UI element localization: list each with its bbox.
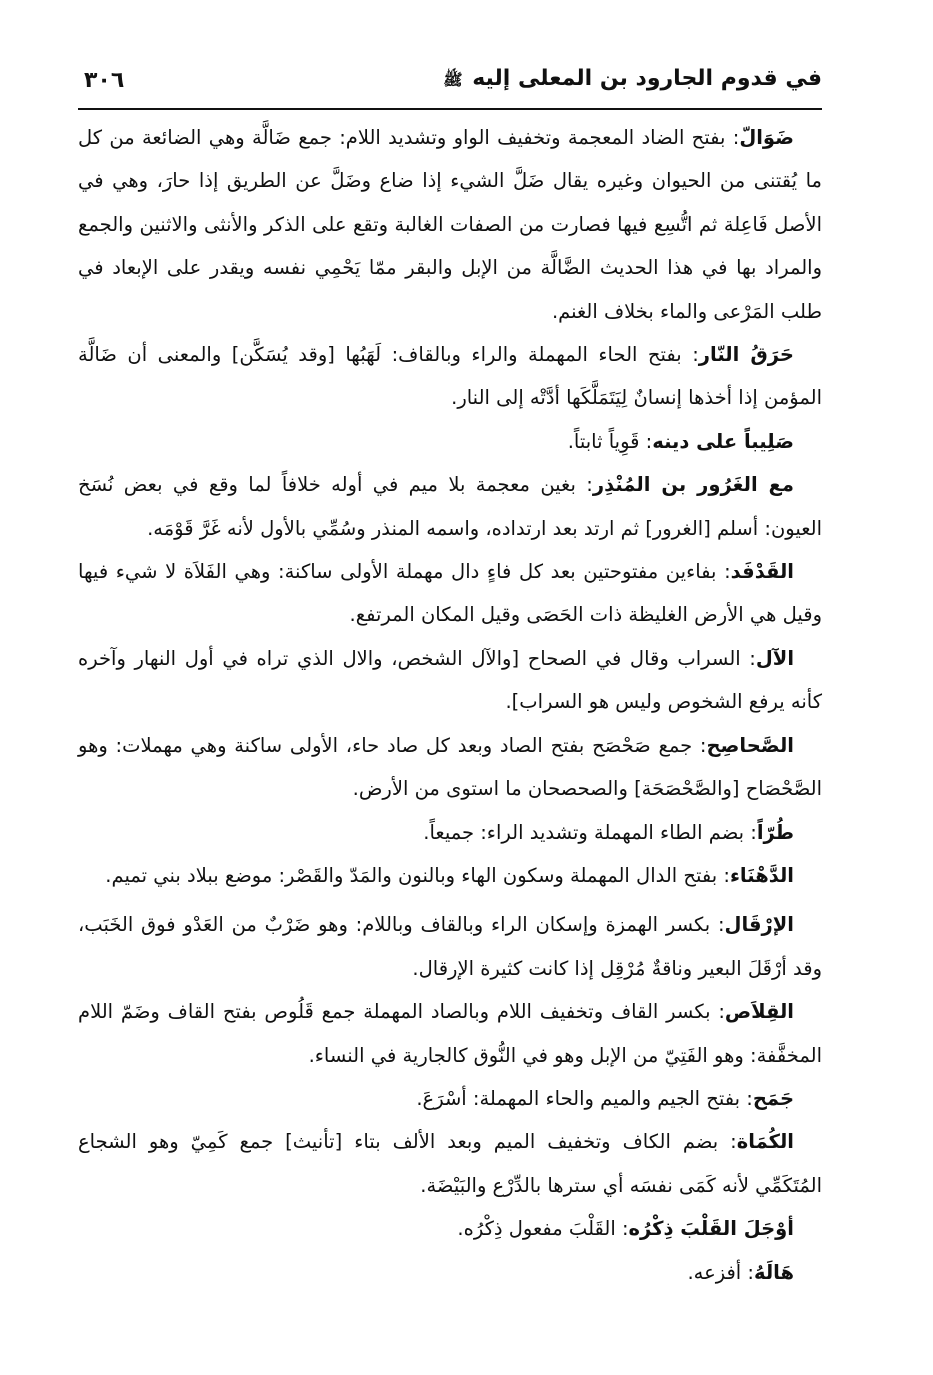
entry-term: القَدْفَد (730, 560, 794, 584)
entry-text: : بفتح الجيم والميم والحاء المهملة: أسْرَعَ. (416, 1086, 753, 1110)
entry-term: حَرَقُ النّار (698, 343, 794, 367)
entry-text: : أفزعه. (687, 1260, 754, 1284)
entry-saliban (78, 420, 822, 463)
entry-algharur (78, 463, 822, 550)
entry-alirqal (78, 903, 822, 990)
entry-halahu (78, 1251, 822, 1294)
page-number: ٣٠٦ (84, 68, 125, 93)
entry-term: الكُمَاة (736, 1130, 794, 1154)
entry-text: : بكسر القاف وتخفيف اللام وبالصاد المهملة جمع قَلُوص بفتح القاف وضَمّ اللام المخفَّفة: وهو الفَتِيّ من الإبل وهو في النُّوق كالجارية في النساء. (78, 1000, 822, 1067)
running-title (443, 66, 822, 93)
honorific-mark: ﷺ (443, 70, 463, 89)
entry-alqadfad (78, 550, 822, 637)
entry-jamah (78, 1077, 822, 1120)
entry-term: الدَّهْنَاء (729, 863, 794, 887)
entry-aldahna (78, 854, 822, 897)
entry-term: الآل (755, 646, 794, 670)
entry-text: : القَلْبَ مفعول ذِكْرُه. (457, 1217, 629, 1241)
entry-text: : جمع صَحْصَح بفتح الصاد وبعد كل صاد حاء، الأولى ساكنة وهي مهملات: وهو الصَّحْصَاح [والصَّحْصَحَة] والصحصحان ما استوى من الأرض. (78, 733, 822, 801)
entry-term: الصَّحاصِح (706, 733, 794, 757)
entry-text: : بفتح الضاد المعجمة وتخفيف الواو وتشديد اللام: جمع ضَالَّة وهي الضائعة من كل ما يُقتنى من الحيوان وغيره يقال ضَلَّ الشيء إذا ضاع وضَلَّ عن الطريق إذا حارَ، وهي في الأصل فَاعِلة ثم اتُّسِع فيها فصارت من الصفات الغالبة وتقع على الذكر والأنثى والاثنين والجمع والمراد بها في هذا الحديث الضَّالَّة من الإبل والبقر ممّا يَحْمِي نفسه ويقدر على الإبعاد في طلب المَرْعى والماء بخلاف الغنم. (78, 126, 822, 323)
entry-term: هَالَهُ (754, 1260, 794, 1284)
running-title-text: في قدوم الجارود بن المعلى إليه (472, 66, 822, 91)
entry-term: الإرْقَال (724, 913, 794, 937)
entry-term: ضَوَالّ (739, 126, 794, 149)
entry-term: طُرّاً (756, 820, 794, 844)
entry-text: : بكسر الهمزة وإسكان الراء وبالقاف وباللام: وهو ضَرْبٌ من العَدْو فوق الخَبَب، وقد أرْقَلَ البعير وناقةٌ مُرْقِل إذا كانت كثيرة الإرقال. (78, 913, 822, 980)
entry-awjala (78, 1207, 822, 1250)
entry-text: : قَوِياً ثابتاً. (567, 429, 653, 453)
entry-text: : بفاءين مفتوحتين بعد كل فاءٍ دال مهملة الأولى ساكنة: وهي الفَلاَة لا شيء فيها وقيل هي الأرض الغليظة ذات الحَصَى وقيل المكان المرتفع. (78, 560, 822, 627)
entry-text: : بضم الطاء المهملة وتشديد الراء: جميعاً. (423, 820, 757, 844)
entry-turran (78, 811, 822, 854)
entry-term: مع الغَرُور بن المُنْذِر (592, 473, 795, 497)
entry-dawal (78, 116, 822, 333)
entry-text: : بفتح الحاء المهملة والراء وبالقاف: لَهَبُها [وقد يُسَكَّن] والمعنى أن ضَالَّة المؤمن إذا أخذها إنسانٌ لِيَتَمَلَّكَها أدَّتْه إلى النار. (78, 343, 822, 410)
entry-text: : بضم الكاف وتخفيف الميم وبعد الألف بتاء [تأنيث] جمع كَمِيّ وهو الشجاع المُتَكَمِّي لأنه كَمَى نفسَه أي سترها بالدِّرْع والبَيْضَة. (78, 1130, 822, 1197)
entry-term: جَمَح (752, 1086, 794, 1110)
entry-term: القِلاَص (724, 1000, 794, 1024)
entry-alkumat (78, 1120, 822, 1207)
entry-text: : بغين معجمة بلا ميم في أوله خلافاً لما وقع في بعض نُسَخ العيون: أسلم [الغرور] ثم ارتد بعد ارتداده، واسمه المنذر وسُمِّي بالأول لأنه غَرَّ قَوْمَه. (78, 473, 822, 540)
page-body (78, 116, 822, 1294)
entry-alqilas (78, 990, 822, 1077)
entry-alsahasih (78, 724, 822, 811)
entry-term: أوْجَلَ القَلْبَ ذِكْرُه (628, 1217, 794, 1241)
entry-alal (78, 637, 822, 724)
page-header (78, 58, 822, 110)
entry-text: : السراب وقال في الصحاح [والآل الشخص، والال الذي تراه في أول النهار وآخره كأنه يرفع الشخوص وليس هو السراب]. (78, 646, 822, 714)
entry-haraq-alnar (78, 333, 822, 420)
entry-term: صَلِيباً على دينه (652, 429, 794, 453)
entry-text: : بفتح الدال المهملة وسكون الهاء وبالنون والمَدّ والقَصْر: موضع ببلاد بني تميم. (105, 863, 730, 887)
